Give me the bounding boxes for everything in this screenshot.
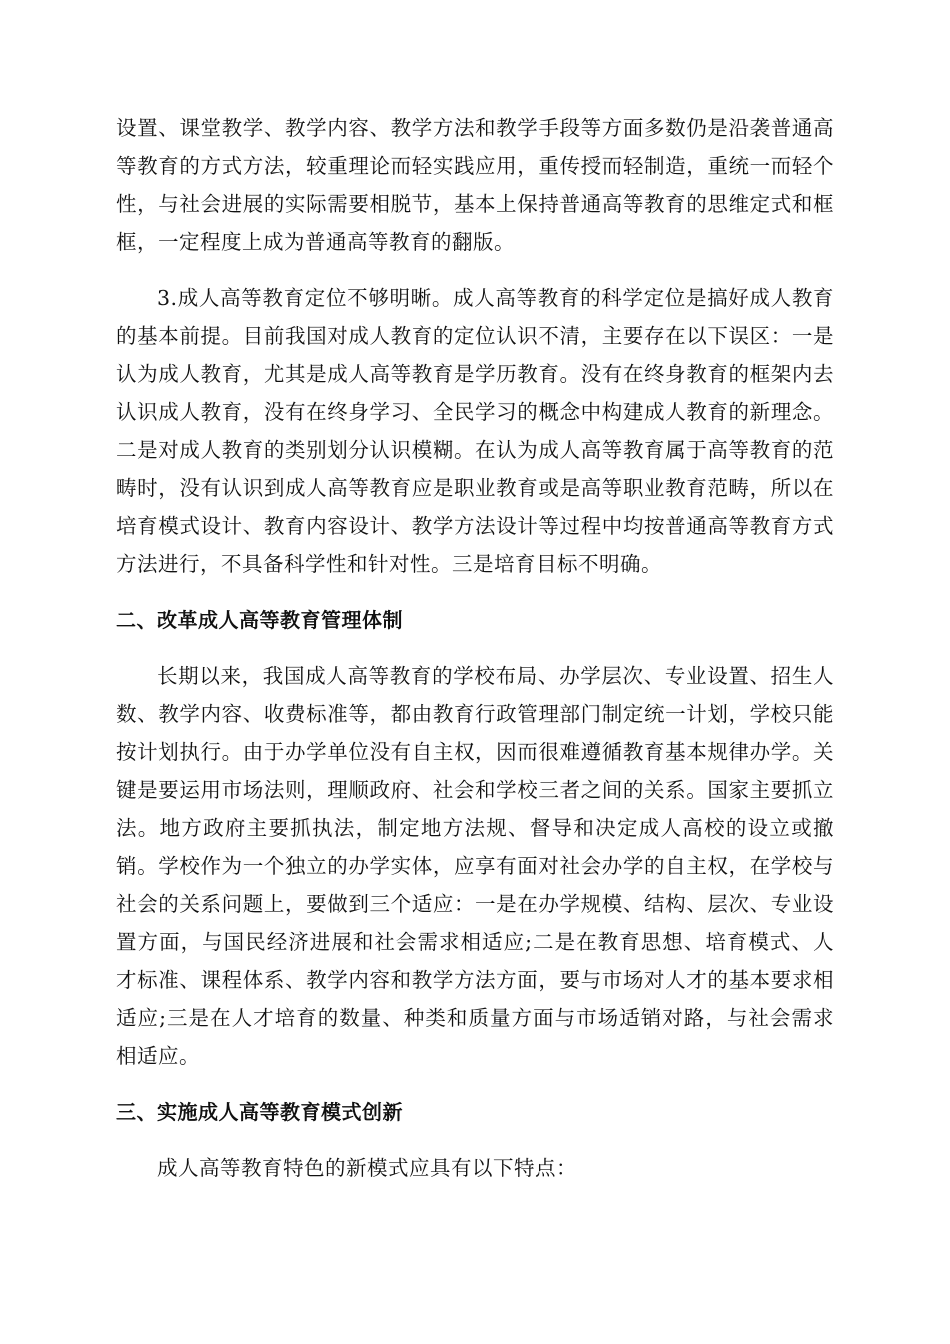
document-body <box>116 109 834 1187</box>
section-heading-mode-innovation: 三、实施成人高等教育模式创新 <box>116 1100 403 1124</box>
section-heading-management-reform: 二、改革成人高等教育管理体制 <box>116 608 403 632</box>
paragraph-gap <box>116 1075 834 1093</box>
paragraph-gap <box>116 1131 834 1149</box>
paragraph-new-mode-intro: 成人高等教育特色的新模式应具有以下特点： <box>157 1156 577 1180</box>
paragraph-management-reform: 长期以来，我国成人高等教育的学校布局、办学层次、专业设置、招生人数、教学内容、收费标准等，都由教育行政管理部门制定统一计划，学校只能按计划执行。由于办学单位没有自主权，因而很难遵循教育基本规律办学。关键是要运用市场法则，理顺政府、社会和学校三者之间的关系。国家主要抓立法。地方政府主要抓执法，制定地方法规、督导和决定成人高校的设立或撤销。学校作为一个独立的办学实体，应享有面对社会办学的自主权，在学校与社会的关系问题上，要做到三个适应：一是在办学规模、结构、层次、专业设置方面，与国民经济进展和社会需求相适应;二是在教育思想、培育模式、人才标准、课程体系、教学内容和教学方法方面，要与市场对人才的基本要求相适应;三是在人才培育的数量、种类和质量方面与市场适销对路，与社会需求相适应。 <box>116 664 834 1068</box>
paragraph-gap <box>116 261 834 279</box>
paragraph-positioning: 3.成人高等教育定位不够明晰。成人高等教育的科学定位是搞好成人教育的基本前提。目前我国对成人教育的定位认识不清，主要存在以下误区：一是认为成人教育，尤其是成人高等教育是学历教育。没有在终身教育的框架内去认识成人教育，没有在终身学习、全民学习的概念中构建成人教育的新理念。二是对成人教育的类别划分认识模糊。在认为成人高等教育属于高等教育的范畴时，没有认识到成人高等教育应是职业教育或是高等职业教育范畴，所以在培育模式设计、教育内容设计、教学方法设计等过程中均按普通高等教育方式方法进行，不具备科学性和针对性。三是培育目标不明确。 <box>116 286 834 576</box>
paragraph-continuation: 设置、课堂教学、教学内容、教学方法和教学手段等方面多数仍是沿袭普通高等教育的方式方法，较重理论而轻实践应用，重传授而轻制造，重统一而轻个性，与社会进展的实际需要相脱节，基本上保持普通高等教育的思维定式和框框，一定程度上成为普通高等教育的翻版。 <box>116 116 834 254</box>
paragraph-gap <box>116 583 834 601</box>
paragraph-gap <box>116 639 834 657</box>
